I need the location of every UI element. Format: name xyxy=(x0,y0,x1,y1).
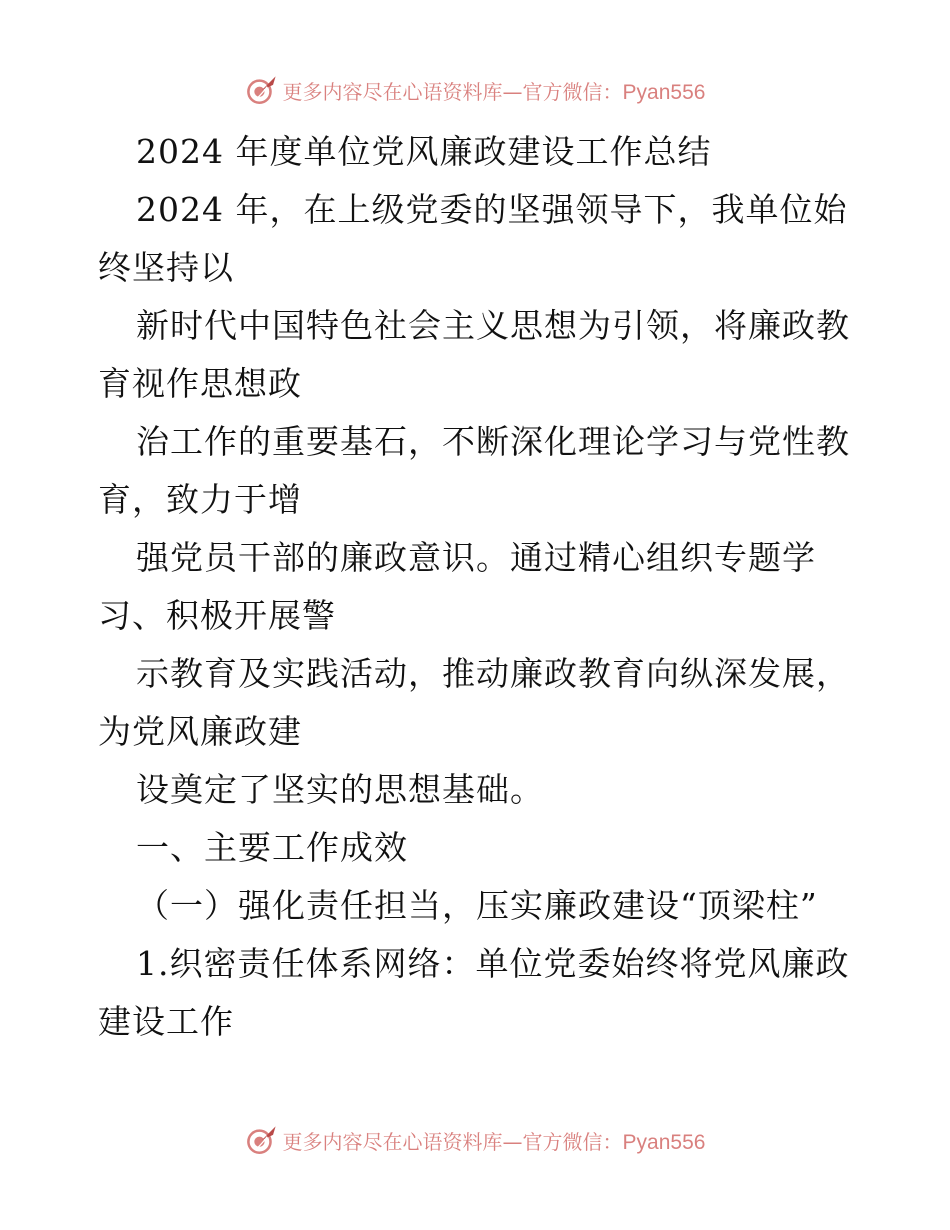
paragraph-line: 治工作的重要基石，不断深化理论学习与党性教 xyxy=(136,422,850,461)
paragraph-line: 建设工作 xyxy=(98,1002,234,1041)
paragraph-line: 示教育及实践活动，推动廉政教育向纵深发展， xyxy=(136,654,850,693)
paragraph-line: 为党风廉政建 xyxy=(98,712,302,751)
paragraph-line: 2024 年，在上级党委的坚强领导下，我单位始 xyxy=(136,190,848,229)
watermark-header xyxy=(0,70,950,110)
watermark-text: 更多内容尽在心语资料库—官方微信：Pyan556 xyxy=(282,79,706,104)
paragraph-line: 新时代中国特色社会主义思想为引领，将廉政教 xyxy=(136,306,850,345)
document-title: 2024 年度单位党风廉政建设工作总结 xyxy=(136,132,712,171)
paragraph-line: 终坚持以 xyxy=(98,248,234,287)
paragraph-line: 育视作思想政 xyxy=(98,364,302,403)
paragraph-line: 设奠定了坚实的思想基础。 xyxy=(136,770,544,809)
quill-logo-icon xyxy=(245,1123,279,1157)
watermark-footer xyxy=(0,1120,950,1160)
paragraph-line: 习、积极开展警 xyxy=(98,596,336,635)
subsection-heading: （一）强化责任担当，压实廉政建设“顶梁柱” xyxy=(136,886,818,925)
paragraph-line: 强党员干部的廉政意识。通过精心组织专题学 xyxy=(136,538,816,577)
watermark-text: 更多内容尽在心语资料库—官方微信：Pyan556 xyxy=(282,1129,706,1154)
document-body xyxy=(0,123,950,1051)
quill-logo-icon xyxy=(245,73,279,107)
paragraph-line: 1.织密责任体系网络：单位党委始终将党风廉政 xyxy=(136,944,850,983)
section-heading: 一、主要工作成效 xyxy=(136,828,408,867)
paragraph-line: 育，致力于增 xyxy=(98,480,302,519)
